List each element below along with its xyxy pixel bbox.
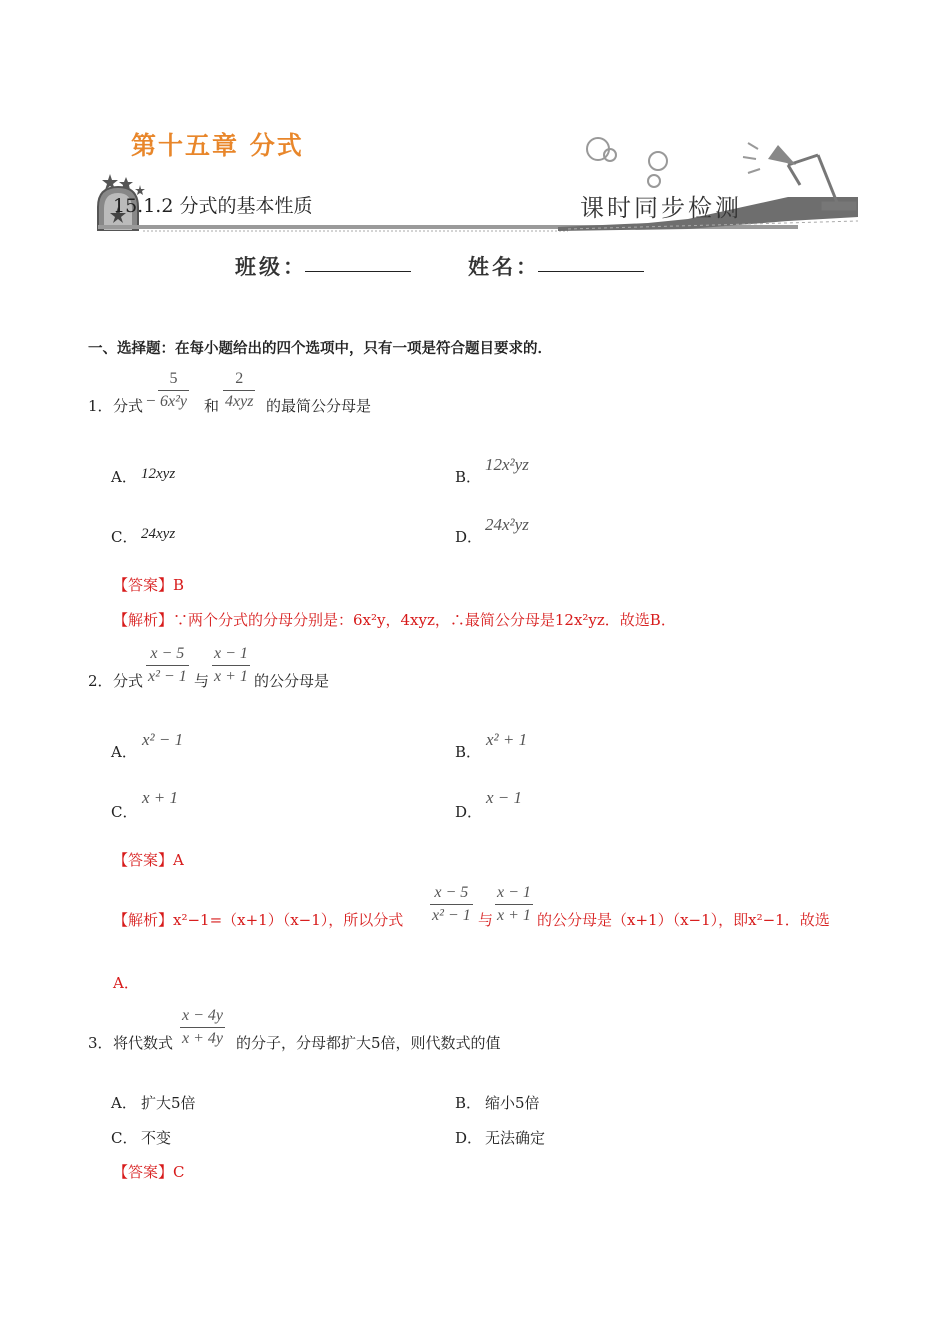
q2-analysis-post: 的公分母是（x+1）（x−1），即x²−1．故选: [537, 911, 830, 929]
q2-analysis-fraction-1: [430, 882, 473, 927]
q3-fraction: [180, 1005, 225, 1050]
q3-option-a-text: 扩大5倍: [141, 1094, 196, 1112]
q3-option-b-text: 缩小5倍: [485, 1094, 540, 1112]
series-title: 课时同步检测: [580, 194, 742, 222]
q3-f1-num: x − 4y: [180, 1005, 225, 1028]
question-2-pre: 分式: [113, 672, 144, 690]
question-2-number: 2．: [88, 672, 113, 690]
q1-analysis: 【解析】∵两个分式的分母分别是：6x²y，4xyz，∴最简公分母是12x²yz．故选B．: [113, 611, 676, 629]
q3-answer: 【答案】C: [113, 1163, 185, 1181]
q1-fraction-2: [223, 368, 255, 413]
q2-answer: 【答案】A: [113, 851, 184, 869]
q1-option-d-text: 24x²yz: [485, 515, 529, 534]
q2-af1-den: x² − 1: [432, 907, 471, 924]
header-banner: [88, 125, 863, 235]
q2-option-c-text: x + 1: [142, 788, 179, 807]
q1-option-b-text: 12x²yz: [485, 455, 529, 474]
q1-f1-den: 6x²y: [160, 393, 187, 410]
q1-f1-num: 5: [158, 368, 189, 391]
name-label: 姓名：: [468, 255, 540, 279]
q2-f2-den: x + 1: [214, 668, 248, 685]
minus-sign: −: [146, 391, 156, 410]
q2-analysis-fraction-2: [495, 882, 533, 927]
q2-option-a-label[interactable]: A．: [111, 743, 137, 761]
bubble-icon: [587, 138, 609, 160]
q2-fraction-2: [212, 643, 250, 688]
class-blank[interactable]: [305, 271, 411, 272]
q2-af1-num: x − 5: [430, 882, 473, 905]
q1-option-a-text: 12xyz: [141, 466, 176, 482]
q1-option-c-label[interactable]: C．: [111, 528, 138, 546]
q2-option-a-text: x² − 1: [142, 730, 184, 749]
q2-af2-num: x − 1: [495, 882, 533, 905]
section-title: 15.1.2 分式的基本性质: [113, 195, 313, 217]
q3-option-a-label[interactable]: A．: [111, 1094, 137, 1112]
question-3-post: 的分子，分母都扩大5倍，则代数式的值: [236, 1034, 501, 1052]
q1-f2-den: 4xyz: [225, 393, 254, 410]
q2-option-d-text: x − 1: [486, 788, 523, 807]
class-label: 班级：: [235, 255, 307, 279]
q1-option-a-label[interactable]: A．: [111, 468, 137, 486]
q1-answer: 【答案】B: [113, 576, 185, 594]
q3-option-d-label[interactable]: D．: [455, 1129, 483, 1147]
q2-f2-num: x − 1: [212, 643, 250, 666]
question-2-post: 的公分母是: [254, 672, 330, 690]
q2-option-b-text: x² + 1: [486, 730, 528, 749]
q2-fraction-1: [146, 643, 189, 688]
q2-analysis-pre: 【解析】x²−1=（x+1）（x−1），所以分式: [113, 911, 404, 929]
q2-option-c-label[interactable]: C．: [111, 803, 138, 821]
q2-analysis-mid: 与: [478, 911, 494, 929]
chapter-title: 第十五章 分式: [131, 131, 304, 160]
q3-f1-den: x + 4y: [182, 1030, 223, 1047]
q2-analysis-end: A．: [113, 974, 139, 992]
q1-option-c-text: 24xyz: [141, 526, 176, 542]
q2-f1-den: x² − 1: [148, 668, 187, 685]
q1-fraction-1: [158, 368, 189, 413]
q3-option-d-text: 无法确定: [485, 1129, 546, 1147]
question-1-pre: 分式: [113, 397, 144, 415]
q2-f1-num: x − 5: [146, 643, 189, 666]
q3-option-c-label[interactable]: C．: [111, 1129, 138, 1147]
question-1-number: 1．: [88, 397, 113, 415]
name-blank[interactable]: [538, 271, 644, 272]
question-2-mid: 与: [194, 672, 210, 690]
q2-af2-den: x + 1: [497, 907, 531, 924]
question-3-number: 3．: [88, 1034, 113, 1052]
q1-option-d-label[interactable]: D．: [455, 528, 483, 546]
question-1-mid: 和: [204, 397, 220, 415]
q3-option-b-label[interactable]: B．: [455, 1094, 482, 1112]
q2-option-d-label[interactable]: D．: [455, 803, 483, 821]
q1-option-b-label[interactable]: B．: [455, 468, 482, 486]
question-1-post: 的最简公分母是: [266, 397, 372, 415]
q1-f2-num: 2: [223, 368, 255, 391]
section-heading: 一、选择题：在每小题给出的四个选项中，只有一项是符合题目要求的．: [88, 341, 552, 357]
q3-option-c-text: 不变: [141, 1129, 172, 1147]
q2-option-b-label[interactable]: B．: [455, 743, 482, 761]
question-3-pre: 将代数式: [113, 1034, 174, 1052]
